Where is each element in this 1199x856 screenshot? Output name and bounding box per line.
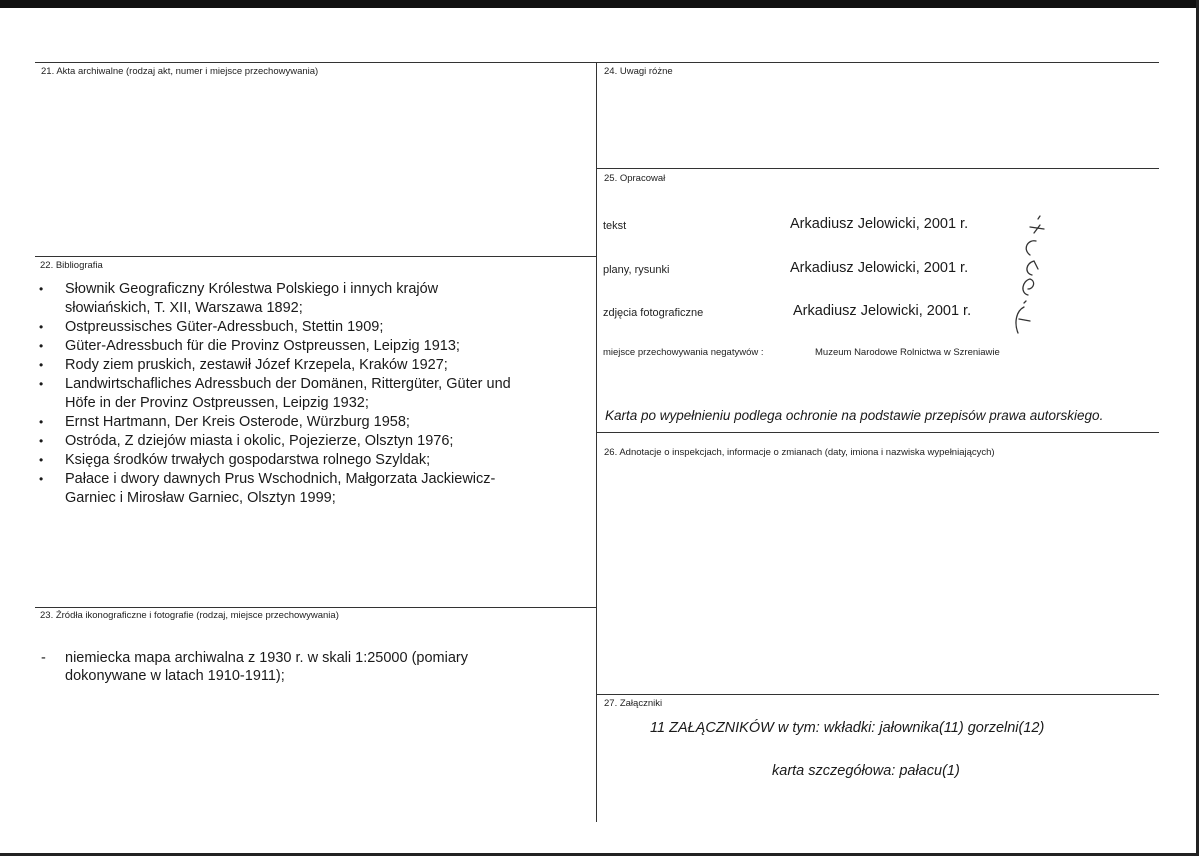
scan-top-edge [0,0,1199,8]
bibliography-item [37,356,587,375]
bullet-icon: • [39,434,44,448]
bibliography-item [37,318,587,337]
bibliography-line: Pałace i dwory dawnych Prus Wschodnich, Małgorzata Jackiewicz- [65,471,496,487]
bibliography-line: Rody ziem pruskich, zestawił Józef Krzepela, Kraków 1927; [65,357,448,373]
bibliography-line: Garniec i Mirosław Garniec, Olsztyn 1999; [65,490,336,506]
bullet-icon: • [39,282,44,296]
plany-value: Arkadiusz Jelowicki, 2001 r. [790,260,969,276]
bibliography-line: Güter-Adressbuch für die Provinz Ostpreussen, Leipzig 1913; [65,338,460,354]
divider-22-23 [35,607,596,608]
bibliography-item [37,280,587,318]
bibliography-line: Księga środków trwałych gospodarstwa rolnego Szyldak; [65,452,431,468]
bibliography-item [37,470,587,508]
divider-24-25 [596,168,1159,169]
tekst-label: tekst [603,220,627,232]
field-21-label: 21. Akta archiwalne (rodzaj akt, numer i miejsce przechowywania) [41,66,319,77]
divider-21-22 [35,256,596,257]
bibliography-item [37,432,587,451]
field-22-label: 22. Bibliografia [40,260,103,271]
field-24-label: 24. Uwagi różne [604,66,673,77]
bibliography-line: Ostróda, Z dziejów miasta i okolic, Pojezierze, Olsztyn 1976; [65,433,454,449]
field-23-label: 23. Źródła ikonograficzne i fotografie (rodzaj, miejsce przechowywania) [40,610,339,621]
source-dash: - [41,650,46,666]
field-27-label: 27. Załączniki [604,698,663,709]
bibliography-line: Ernst Hartmann, Der Kreis Osterode, Würzburg 1958; [65,414,410,430]
field-25-label: 25. Opracował [604,173,666,184]
bibliography-line: Landwirtschafliches Adressbuch der Domänen, Rittergüter, Güter und [65,376,511,392]
divider-top [35,62,1159,63]
copyright-notice: Karta po wypełnieniu podlega ochronie na podstawie przepisów prawa autorskiego. [605,408,1104,423]
bibliography-line: Ostpreussisches Güter-Adressbuch, Stettin 1909; [65,319,384,335]
zdjecia-value: Arkadiusz Jelowicki, 2001 r. [793,303,972,319]
bullet-icon: • [39,415,44,429]
divider-25-26 [596,432,1159,433]
bibliography-line: słowiańskich, T. XII, Warszawa 1892; [65,300,303,316]
bullet-icon: • [39,453,44,467]
bullet-icon: • [39,339,44,353]
negatywy-label: miejsce przechowywania negatywów : [603,347,764,358]
bullet-icon: • [39,472,44,486]
bibliography-item [37,375,587,413]
bullet-icon: • [39,377,44,391]
divider-center [596,62,597,822]
negatywy-value: Muzeum Narodowe Rolnictwa w Szreniawie [815,347,1000,358]
attachments-line-1: 11 ZAŁĄCZNIKÓW w tym: wkładki: jałownika(11) gorzelni(12) [650,720,1045,736]
tekst-value: Arkadiusz Jelowicki, 2001 r. [790,216,969,232]
source-line-2: dokonywane w latach 1910-1911); [65,668,285,684]
bibliography-line: Höfe in der Provinz Ostpreussen, Leipzig 1932; [65,395,369,411]
bullet-icon: • [39,358,44,372]
source-line-1: niemiecka mapa archiwalna z 1930 r. w skali 1:25000 (pomiary [65,650,468,666]
bibliography-item [37,413,587,432]
divider-26-27 [596,694,1159,695]
bibliography-item [37,337,587,356]
bibliography-list [37,280,587,508]
bibliography-line: Słownik Geograficzny Królestwa Polskiego i innych krajów [65,281,439,297]
handwritten-signature [1010,215,1050,335]
bullet-icon: • [39,320,44,334]
attachments-line-2: karta szczegółowa: pałacu(1) [772,763,960,779]
plany-label: plany, rysunki [603,264,670,276]
bibliography-item [37,451,587,470]
zdjecia-label: zdjęcia fotograficzne [603,307,704,319]
field-26-label: 26. Adnotacje o inspekcjach, informacje o zmianach (daty, imiona i nazwiska wypełniających) [604,447,995,458]
